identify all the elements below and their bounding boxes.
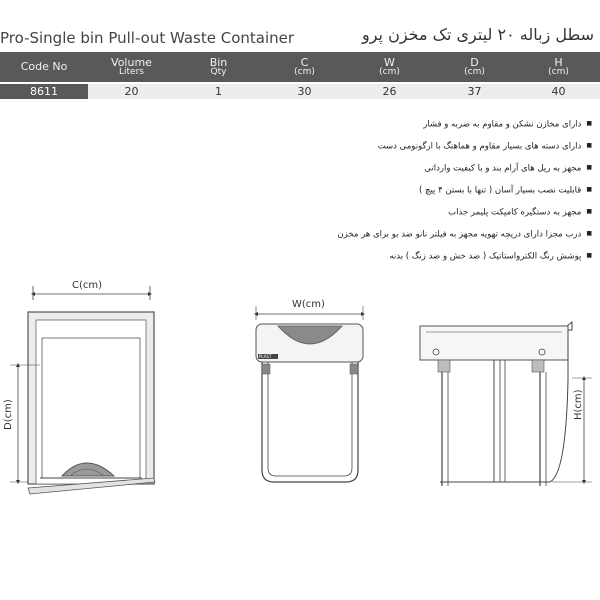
cell-w: 26 — [347, 83, 432, 99]
technical-drawings — [0, 270, 600, 510]
col-header-w: W (cm) — [347, 52, 432, 83]
col-header-bin: Bin Qty — [175, 52, 262, 83]
cell-h: 40 — [517, 83, 600, 99]
rail-view-drawing — [420, 322, 592, 486]
frame-outer — [262, 362, 358, 482]
spec-table-header — [0, 52, 600, 83]
title-persian: سطل زباله ۲۰ لیتری تک مخزن پرو — [362, 25, 594, 44]
c-dimension-label: C(cm) — [72, 280, 103, 291]
frame-inner — [268, 362, 352, 476]
bin-body — [42, 338, 140, 478]
list-item: ■ پوشش رنگ الکترواستاتیک ( ضد خش و ضد زنگ ) بدنه — [192, 249, 592, 271]
side-view-drawing — [3, 280, 155, 494]
cell-d: 37 — [432, 83, 517, 99]
cell-c: 30 — [262, 83, 347, 99]
front-view-drawing — [256, 299, 363, 482]
list-item: ■ دارای دسته های بسیار مقاوم و هماهنگ با ارگونومی دست — [192, 139, 592, 161]
cell-bin-qty: 1 — [175, 83, 262, 99]
rail-top-frame — [420, 326, 568, 360]
col-header-h: H (cm) — [517, 52, 600, 83]
list-item: ■ درب مجزا دارای دریچه تهویه مجهز به فیلتر نانو ضد بو برای هر مخزن — [192, 227, 592, 249]
list-item: ■ قابلیت نصب بسیار آسان ( تنها با بستن ۴ پیچ ) — [192, 183, 592, 205]
col-header-c: C (cm) — [262, 52, 347, 83]
title-english: Pro-Single bin Pull-out Waste Container — [0, 29, 295, 47]
w-dimension-label: W(cm) — [292, 299, 325, 310]
feature-list — [192, 117, 592, 271]
d-dimension-label: D(cm) — [3, 399, 14, 430]
list-item: ■ مجهز به ریل های آرام بند و با کیفیت وارداتی — [192, 161, 592, 183]
col-header-code: Code No — [0, 52, 88, 83]
col-header-d: D (cm) — [432, 52, 517, 83]
col-header-volume: Volume Liters — [88, 52, 175, 83]
h-dimension-label: H(cm) — [573, 389, 584, 420]
brand-logo-text: PLAST — [259, 354, 272, 359]
spec-table — [0, 52, 600, 99]
cell-volume: 20 — [88, 83, 175, 99]
table-row — [0, 83, 600, 99]
list-item: ■ مجهز به دستگیره کامپکت پلیمر جذاب — [192, 205, 592, 227]
list-item: ■ دارای مخازن نشکن و مقاوم به ضربه و فشار — [192, 117, 592, 139]
cell-code: 8611 — [0, 83, 88, 99]
